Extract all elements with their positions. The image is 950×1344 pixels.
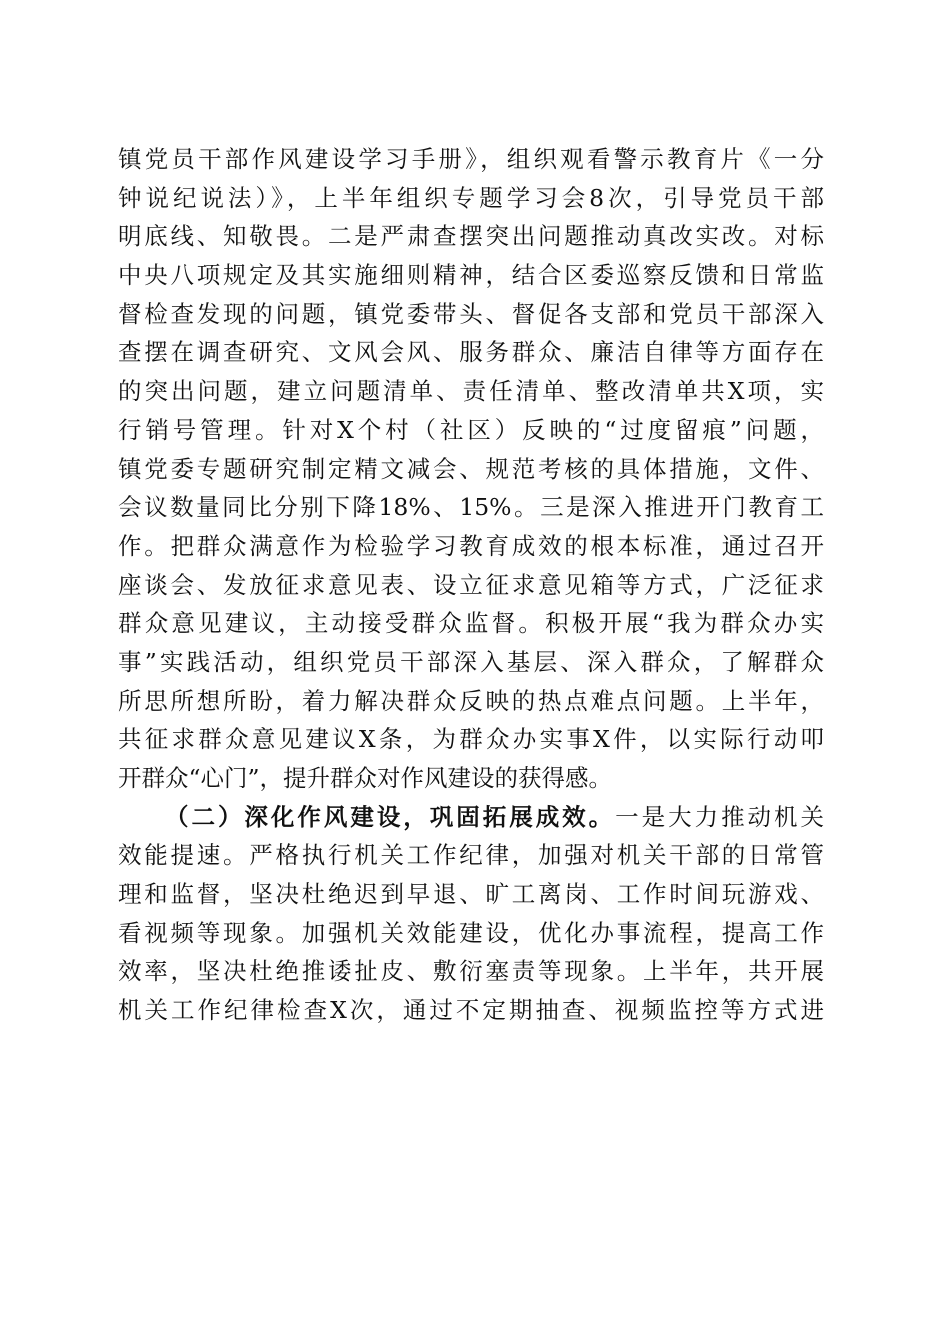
text-line: 中央八项规定及其实施细则精神，结合区委巡察反馈和日常监 xyxy=(118,261,824,290)
text-line: 钟说纪说法）》，上半年组织专题学习会8次，引导党员干部 xyxy=(118,183,824,212)
text-line: 作。把群众满意作为检验学习教育成效的根本标准，通过召开 xyxy=(118,531,824,560)
text-line: 座谈会、发放征求意见表、设立征求意见箱等方式，广泛征求 xyxy=(118,570,824,599)
text-line: 理和监督，坚决杜绝迟到早退、旷工离岗、工作时间玩游戏、 xyxy=(118,880,824,909)
text-line: 效率，坚决杜绝推诿扯皮、敷衍塞责等现象。上半年，共开展 xyxy=(118,957,824,986)
section-2-first-line xyxy=(118,798,824,837)
text-line: 效能提速。严格执行机关工作纪律，加强对机关干部的日常管 xyxy=(118,841,824,870)
text-line: 行销号管理。针对X个村（社区）反映的“过度留痕”问题， xyxy=(118,415,824,444)
text-line: 会议数量同比分别下降18%、15%。三是深入推进开门教育工 xyxy=(118,493,824,522)
text-line: 明底线、知敬畏。二是严肃查摆突出问题推动真改实改。对标 xyxy=(118,222,824,251)
text-line: 事”实践活动，组织党员干部深入基层、深入群众，了解群众 xyxy=(118,647,824,676)
text-line: 查摆在调查研究、文风会风、服务群众、廉洁自律等方面存在 xyxy=(118,338,824,367)
text-line: 的突出问题，建立问题清单、责任清单、整改清单共X项，实 xyxy=(118,377,824,406)
text-line: 机关工作纪律检查X次，通过不定期抽查、视频监控等方式进 xyxy=(118,996,824,1025)
text-line: 共征求群众意见建议X条，为群众办实事X件，以实际行动叩 xyxy=(118,725,824,754)
paragraph-end-line: 开群众“心门”，提升群众对作风建设的获得感。 xyxy=(118,764,613,792)
text-line: 镇党委专题研究制定精文减会、规范考核的具体措施，文件、 xyxy=(118,454,824,483)
text-line: 看视频等现象。加强机关效能建设，优化办事流程，提高工作 xyxy=(118,918,824,947)
text-line: 群众意见建议，主动接受群众监督。积极开展“我为群众办实 xyxy=(118,609,824,638)
body-text xyxy=(118,140,824,1030)
section-heading: （二）深化作风建设，巩固拓展成效。 xyxy=(165,802,616,831)
text-line: 镇党员干部作风建设学习手册》，组织观看警示教育片《一分 xyxy=(118,145,824,173)
section-text: 一是大力推动机关 xyxy=(615,802,825,831)
text-line: 所思所想所盼，着力解决群众反映的热点难点问题。上半年， xyxy=(118,686,824,715)
text-line: 督检查发现的问题，镇党委带头、督促各支部和党员干部深入 xyxy=(118,299,824,328)
